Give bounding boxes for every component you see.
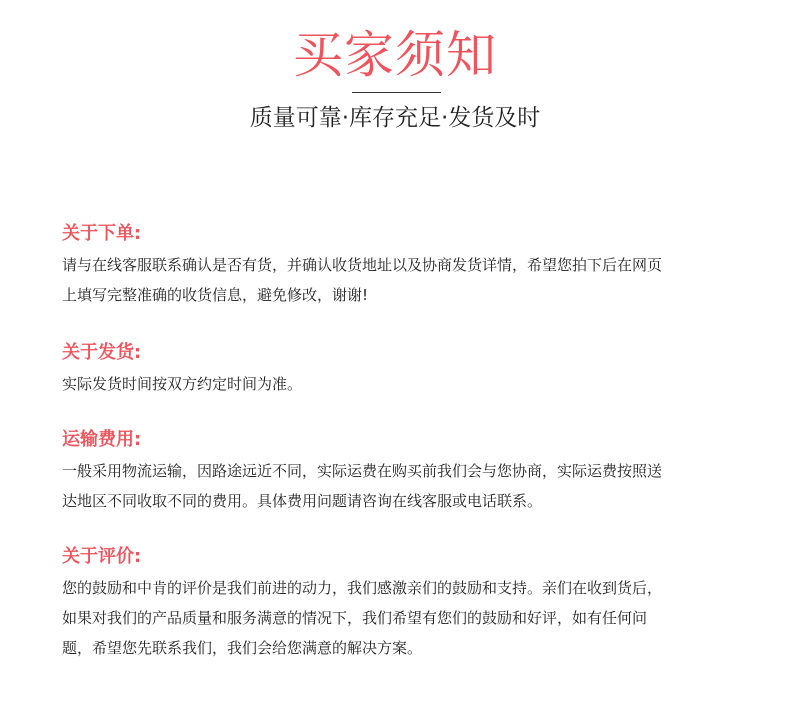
- body-line: 达地区不同收取不同的费用。具体费用问题请咨询在线客服或电话联系。: [62, 492, 543, 510]
- body-line: 上填写完整准确的收货信息，避免修改，谢谢!: [62, 286, 369, 304]
- section-heading: 关于评价:: [62, 546, 142, 567]
- page-subtitle: 质量可靠·库存充足·发货及时: [249, 105, 541, 131]
- section-ordering: [62, 222, 742, 310]
- section-shipping-fees: [62, 428, 742, 516]
- section-body: [62, 573, 742, 663]
- section-heading: 关于下单:: [62, 223, 142, 244]
- body-line: 请与在线客服联系确认是否有货，并确认收货地址以及协商发货详情，希望您拍下后在网页: [62, 256, 663, 274]
- section-heading: 运输费用:: [62, 429, 142, 450]
- body-line: 一般采用物流运输，因路途远近不同，实际运费在购买前我们会与您协商，实际运费按照送: [62, 462, 663, 480]
- section-heading: 关于发货:: [62, 342, 142, 363]
- section-body: [62, 456, 742, 516]
- body-line: 题，希望您先联系我们，我们会给您满意的解决方案。: [62, 639, 423, 657]
- section-body: [62, 369, 742, 399]
- body-line: 您的鼓励和中肯的评价是我们前进的动力，我们感激亲们的鼓励和支持。亲们在收到货后，: [62, 579, 663, 597]
- section-reviews: [62, 545, 742, 663]
- section-body: [62, 250, 742, 310]
- body-line: 实际发货时间按双方约定时间为准。: [62, 375, 303, 393]
- section-shipping: [62, 341, 742, 399]
- title-divider: [352, 92, 441, 93]
- body-line: 如果对我们的产品质量和服务满意的情况下，我们希望有您们的鼓励和好评，如有任何问: [62, 609, 648, 627]
- page-title: 买家须知: [293, 26, 497, 84]
